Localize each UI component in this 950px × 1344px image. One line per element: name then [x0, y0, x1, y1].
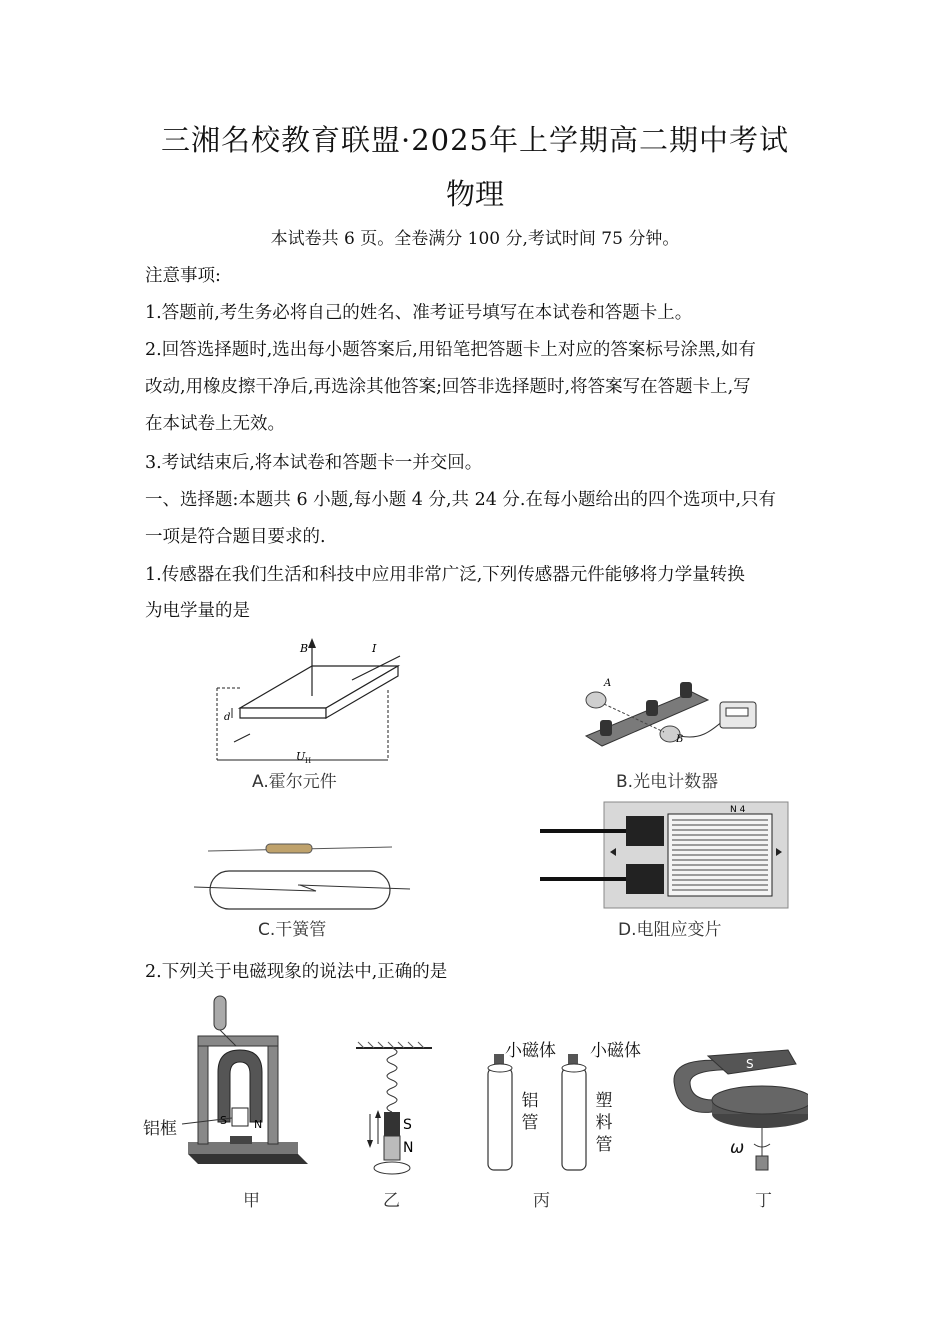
question-2-line-1: 2.下列关于电磁现象的说法中,正确的是 [145, 962, 448, 982]
b-field-label: B [300, 642, 309, 655]
voltage-subscript: H [305, 757, 312, 765]
exam-intro: 本试卷共 6 页。全卷满分 100 分,考试时间 75 分钟。 [270, 229, 680, 249]
figure-ding-label: 丁 [755, 1191, 772, 1211]
section-1-line-1: 一、选择题:本题共 6 小题,每小题 4 分,共 24 分.在每小题给出的四个选项中,只有 [145, 490, 777, 510]
note-1: 1.答题前,考生务必将自己的姓名、准考证号填写在本试卷和答题卡上。 [145, 303, 693, 323]
omega-label: ω [730, 1138, 745, 1158]
question-1-line-2: 为电学量的是 [145, 601, 250, 621]
jia-s-label: S [220, 1114, 227, 1127]
jia-n-label: N [254, 1118, 263, 1131]
figure-bing-label: 丙 [533, 1191, 550, 1211]
subject-title: 物理 [445, 177, 504, 211]
figure-jia-label: 甲 [243, 1191, 260, 1211]
emitter-label: A [604, 678, 612, 689]
figure-yi-label: 乙 [383, 1191, 400, 1211]
question-1-line-1: 1.传感器在我们生活和科技中应用非常广泛,下列传感器元件能够将力学量转换 [145, 565, 745, 585]
hall-element-figure [212, 636, 412, 766]
current-label: I [372, 642, 377, 655]
small-magnet-label-2: 小磁体 [590, 1041, 641, 1061]
section-1-line-2: 一项是符合题目要求的. [145, 527, 326, 547]
notes-heading: 注意事项: [145, 266, 221, 286]
reed-switch-figure [192, 835, 412, 915]
thickness-label: d [224, 712, 231, 723]
yi-n-label: N [403, 1140, 414, 1156]
strain-gauge-figure [540, 800, 790, 910]
exam-title: 三湘名校教育联盟·2025年上学期高二期中考试 [160, 123, 790, 157]
ding-s-label: S [746, 1057, 754, 1071]
option-b-caption: B.光电计数器 [616, 772, 719, 792]
receiver-label: B [676, 734, 684, 745]
figure-jia [140, 992, 310, 1174]
figure-yi [350, 1040, 440, 1176]
note-2-line-1: 2.回答选择题时,选出每小题答案后,用铅笔把答题卡上对应的答案标号涂黑,如有 [145, 340, 756, 360]
note-2-line-2: 改动,用橡皮擦干净后,再选涂其他答案;回答非选择题时,将答案写在答题卡上,写 [145, 377, 751, 397]
yi-s-label: S [403, 1117, 412, 1133]
photoelectric-counter-figure [580, 670, 770, 770]
note-3: 3.考试结束后,将本试卷和答题卡一并交回。 [145, 453, 483, 473]
al-tube-label: 铝管 [521, 1091, 539, 1133]
option-c-caption: C.干簧管 [258, 920, 327, 940]
strain-gauge-mark: N 4 [730, 805, 746, 815]
note-2-line-3: 在本试卷上无效。 [145, 414, 285, 434]
option-a-caption: A.霍尔元件 [252, 772, 337, 792]
voltage-label: U [296, 750, 306, 763]
option-d-caption: D.电阻应变片 [618, 920, 722, 940]
small-magnet-label-1: 小磁体 [505, 1041, 556, 1061]
plastic-tube-label: 塑料管 [595, 1091, 613, 1155]
al-frame-label: 铝框 [143, 1119, 177, 1139]
